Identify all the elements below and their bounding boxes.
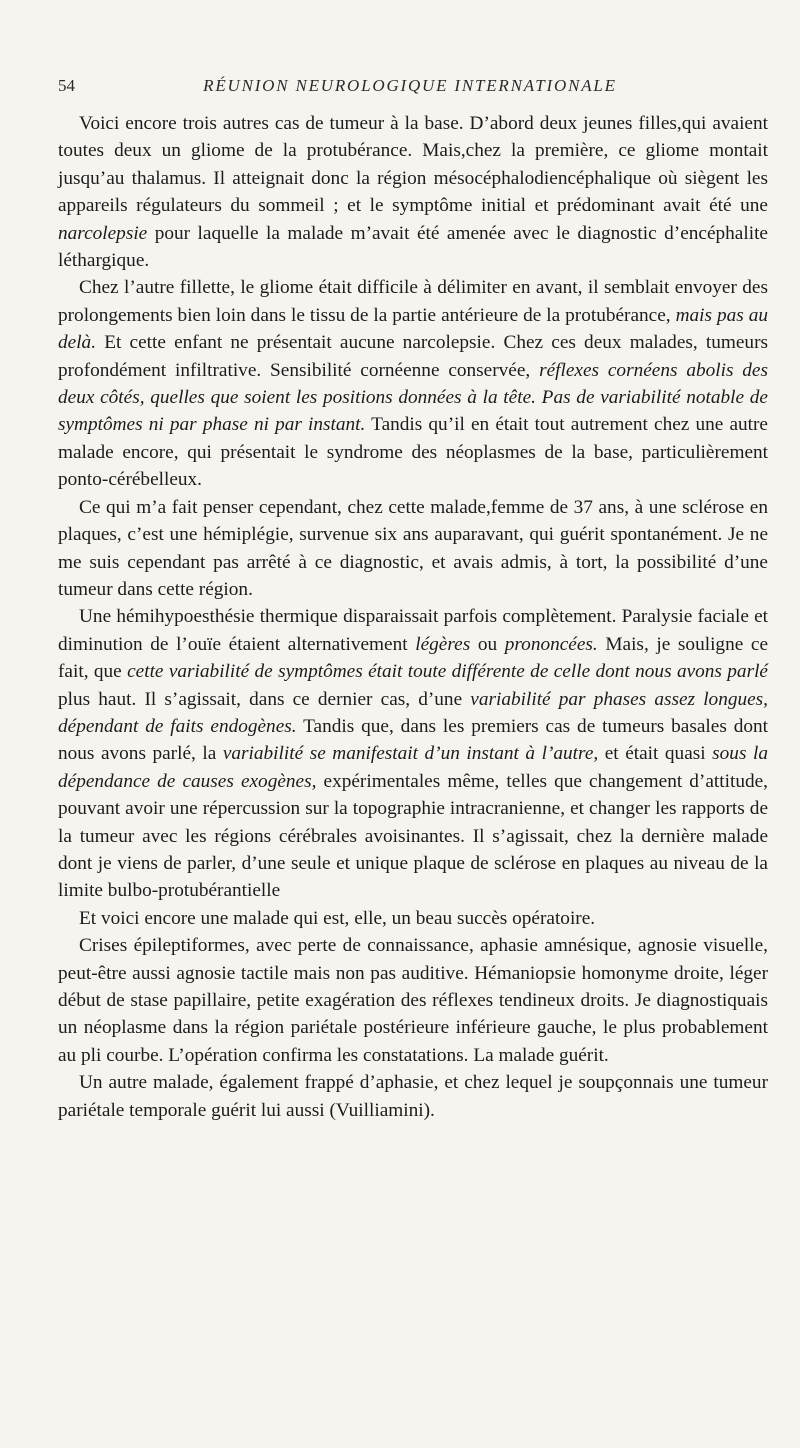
page-number: 54 [58,76,75,95]
emphasis: narcolepsie [58,222,148,244]
paragraph-7 [58,1069,768,1124]
text-run: Ce qui m’a fait penser cependant, chez cette malade,femme de 37 ans, à une sclérose en plaques, c’est une hémiplégie, survenue six ans auparavant, qui guérit spontanément. Je ne me suis cependant pas arrêté à ce diagnostic, et avais admis, à tort, la possibilité d’une tumeur dans cette région. [58,496,768,600]
text-run: Une hémihypoesthésie thermique disparaissait parfois complètement. Paralysie faciale et diminution de l’ouïe étaient alternativement [58,606,768,655]
text-run: Chez l’autre fillette, le gliome était difficile à délimiter en avant, il semblait envoyer des prolongements bien loin dans le tissu de la partie antérieure de la protubérance, [58,277,768,326]
emphasis: variabilité par phases assez longues, dépendant de faits endogènes. [58,688,768,737]
paragraph-6 [58,932,768,1069]
text-run: ou [470,633,505,655]
running-title: RÉUNION NEUROLOGIQUE INTERNATIONALE [203,76,617,95]
text-run: Crises épileptiformes, avec perte de connaissance, aphasie amnésique, agnosie visuelle, peut-être aussi agnosie tactile mais non pas auditive. Hémaniopsie homonyme droite, léger début de stase papillaire, petite exagération des réflexes tendineux droits. Je diagnostiquais un néoplasme dans la région pariétale postérieure inférieure gauche, le plus probablement au pli courbe. L’opération confirma les constatations. La malade guérit. [58,935,768,1066]
running-header [60,76,750,96]
emphasis: cette variabilité de symptômes était toute différente de celle dont nous avons parlé [127,661,768,683]
emphasis: légères [415,633,471,655]
paragraph-3 [58,494,768,604]
emphasis: réflexes cornéens abolis des deux côtés, quelles que soient les positions données à la tête. Pas de variabilité notable de symptômes ni par phase ni par instant. [58,359,768,436]
text-run: pour laquelle la malade m’avait été amenée avec le diagnostic d’encéphalite léthargique. [58,222,768,272]
emphasis: prononcées. [504,633,598,655]
paragraph-2 [58,274,768,493]
text-run: plus haut. Il s’agissait, dans ce dernier cas, d’une [58,688,471,710]
paragraph-1 [58,110,768,274]
body-text [58,110,768,1124]
text-run: Et cette enfant ne présentait aucune narcolepsie. Chez ces deux malades, tumeurs profondément infiltrative. Sensibilité cornéenne conservée, [58,332,768,381]
paragraph-5 [58,905,768,932]
text-run: et était quasi [598,743,713,765]
text-run: Tandis que, dans les premiers cas de tumeurs basales dont nous avons parlé, la [58,715,768,765]
text-run: Mais, je souligne ce fait, que [58,633,769,683]
emphasis: variabilité se manifestait d’un instant à l’autre, [222,743,599,765]
emphasis: sous la dépendance de causes exogènes, [58,743,768,792]
text-run: Et voici encore une malade qui est, elle, un beau succès opératoire. [79,907,596,929]
text-run: Voici encore trois autres cas de tumeur à la base. D’abord deux jeunes filles,qui avaient toutes deux un gliome de la protubérance. Mais,chez la première, ce gliome montait jusqu’au thalamus. Il atteignait donc la région mésocéphalodiencéphalique où siègent les appareils régulateurs du sommeil ; et le symptôme initial et prédominant avait été une [58,113,768,217]
text-run: expérimentales même, telles que changement d’attitude, pouvant avoir une répercussion sur la topographie intracranienne, et changer les rapports de la tumeur avec les régions cérébrales avoisinantes. Il s’agissait, chez la dernière malade dont je viens de parler, d’une seule et unique plaque de sclérose en plaques au niveau de la limite bulbo-protubérantielle [58,770,768,902]
emphasis: mais pas au delà. [58,304,768,354]
paragraph-4 [58,603,768,904]
text-run: Un autre malade, également frappé d’aphasie, et chez lequel je soupçonnais une tumeur pariétale temporale guérit lui aussi (Vuilliamini). [58,1072,768,1121]
text-run: Tandis qu’il en était tout autrement chez une autre malade encore, qui présentait le syndrome des néoplasmes de la base, particulièrement ponto-cérébelleux. [58,414,768,491]
